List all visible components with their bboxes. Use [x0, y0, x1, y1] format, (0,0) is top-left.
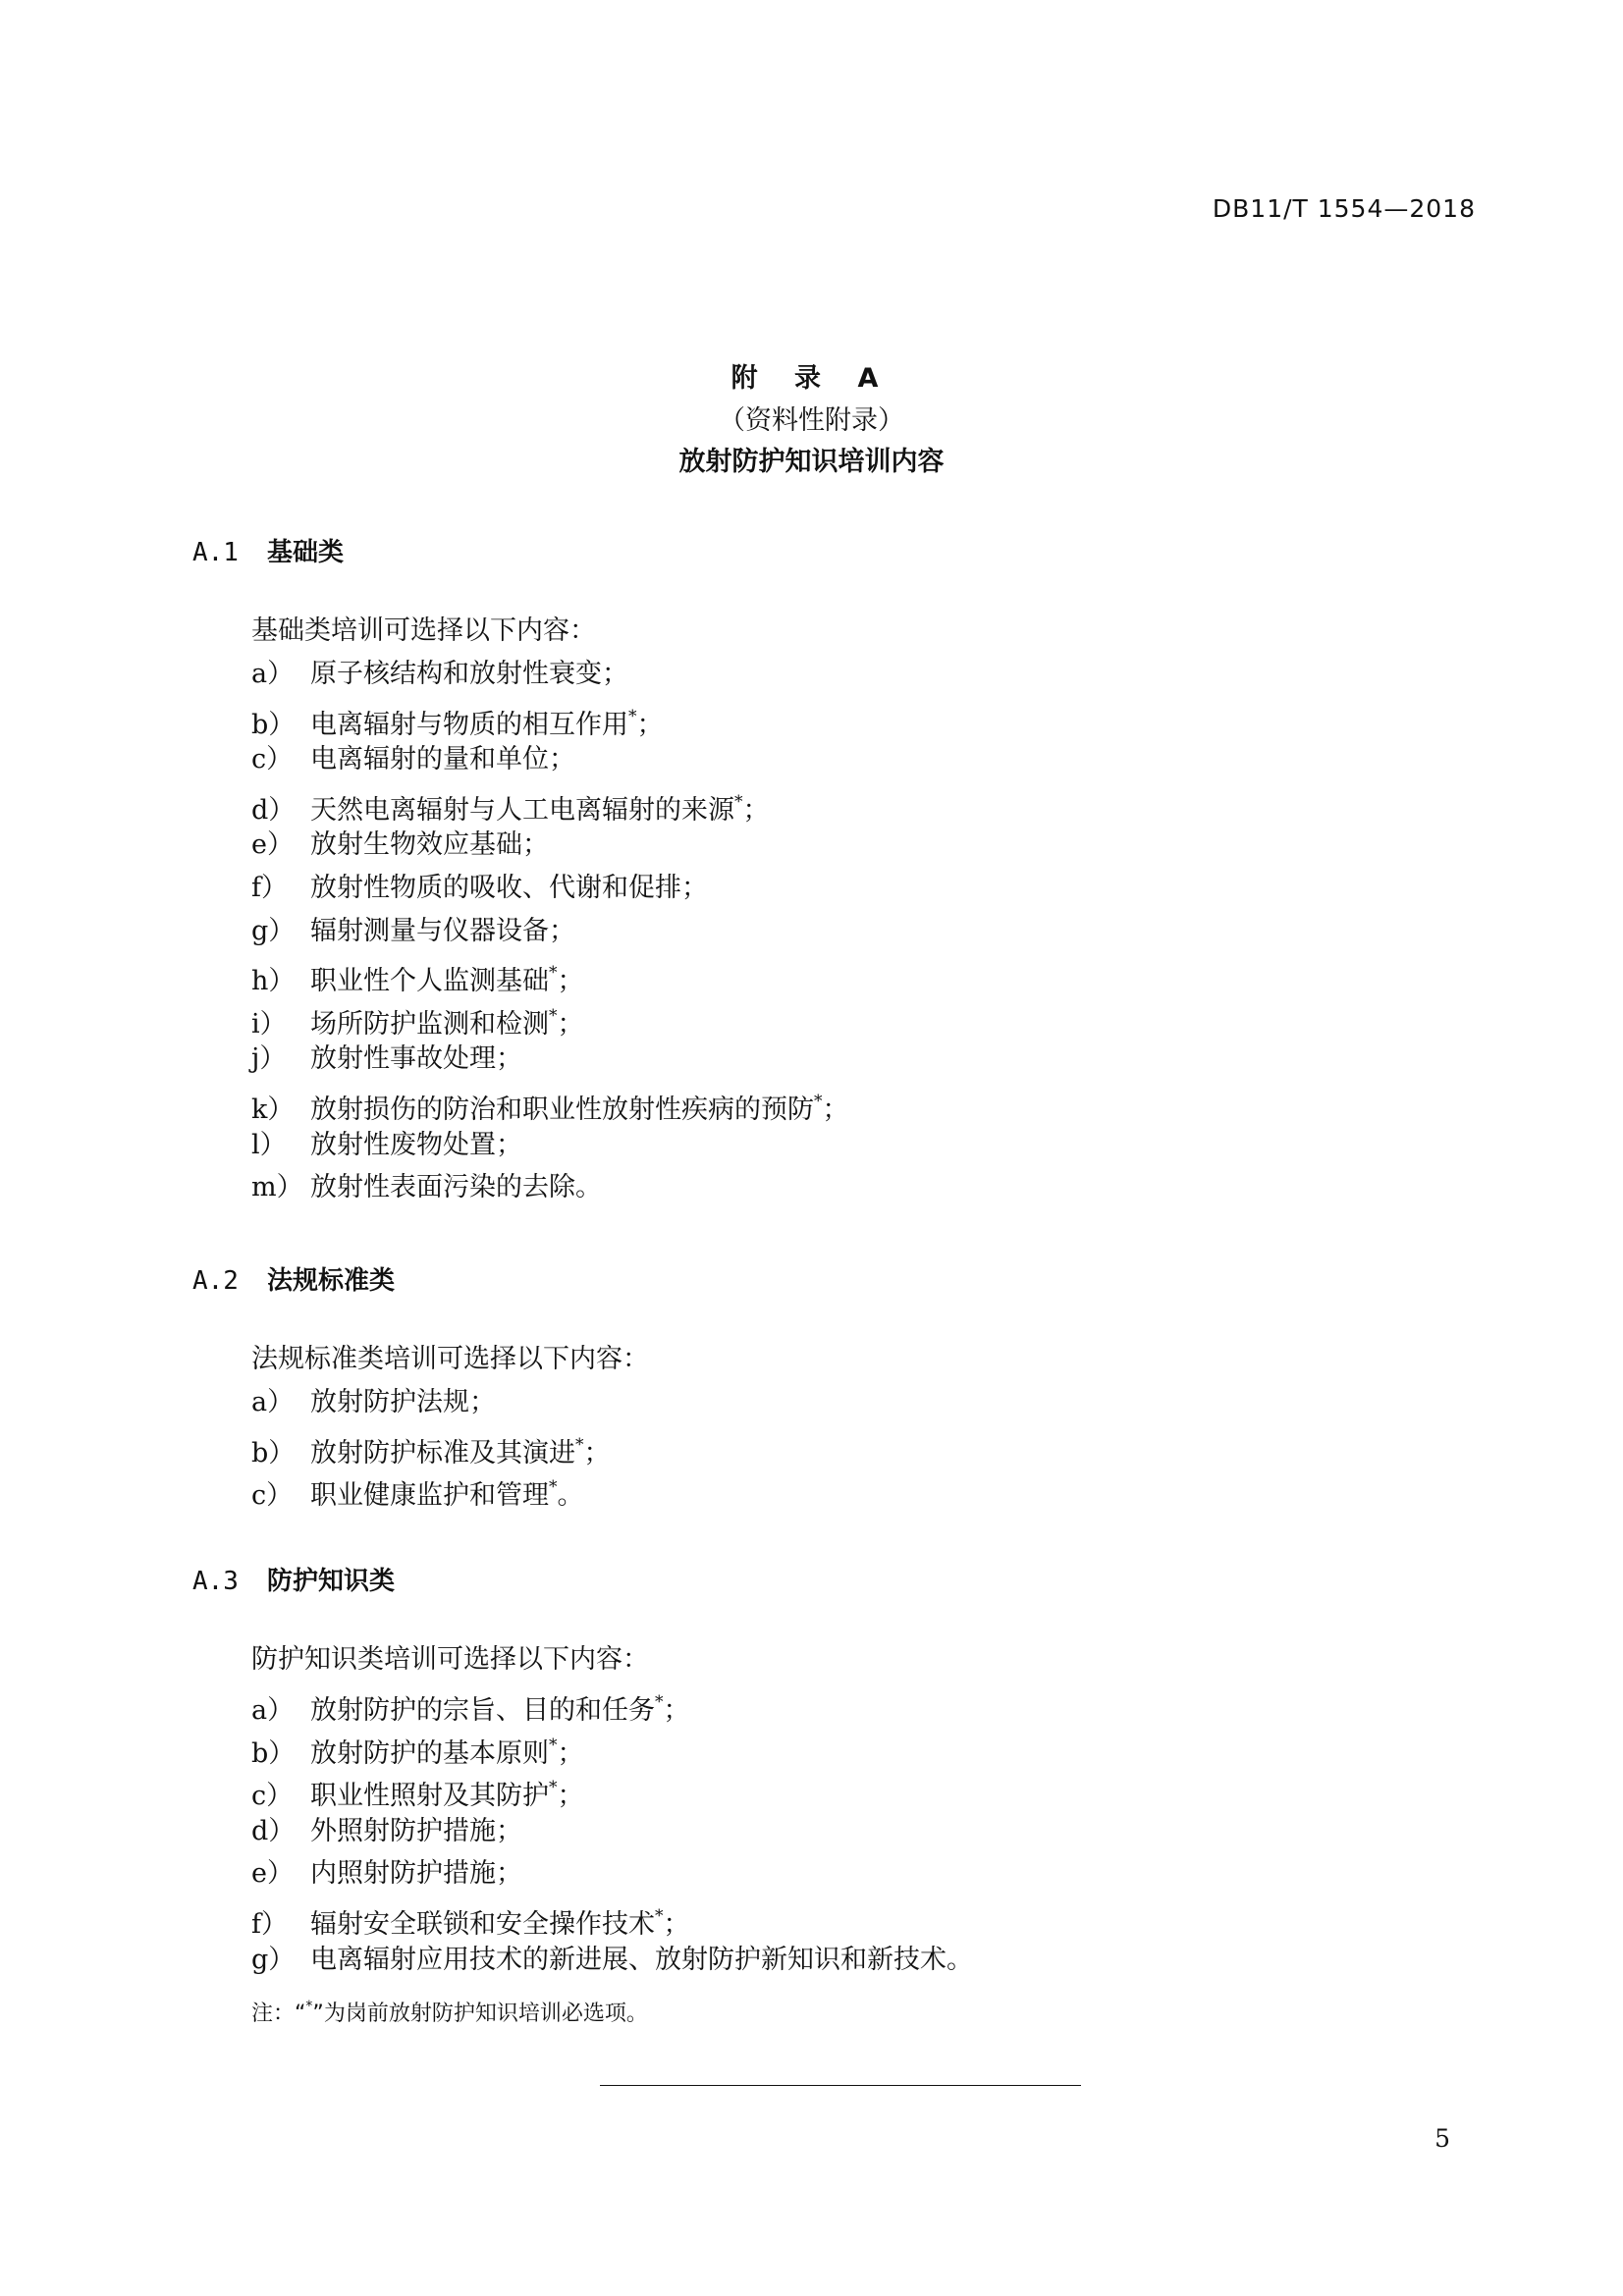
- section-number: A.3: [192, 1567, 239, 1596]
- item-text: 内照射防护措施: [310, 1858, 496, 1890]
- item-letter: a）: [251, 1695, 295, 1726]
- item-text: 放射生物效应基础: [310, 829, 522, 861]
- section-intro: 法规标准类培训可选择以下内容：: [251, 1344, 649, 1374]
- item-text: 放射性事故处理: [310, 1043, 496, 1075]
- page-number: 5: [1434, 2124, 1450, 2153]
- item-letter: g）: [251, 915, 296, 946]
- item-letter: b）: [251, 1437, 296, 1468]
- item-punctuation: ；: [557, 1008, 584, 1040]
- item-text: 放射防护法规: [310, 1387, 469, 1417]
- item-list: [251, 1381, 611, 1510]
- section-heading: 防护知识类: [267, 1567, 396, 1596]
- list-item: [251, 910, 849, 953]
- section-title: [192, 532, 344, 568]
- required-star: *: [575, 1434, 584, 1455]
- item-punctuation: ；: [557, 966, 584, 997]
- item-letter: c）: [251, 744, 294, 775]
- item-text: 职业性照射及其防护: [310, 1781, 549, 1812]
- list-item: [251, 1852, 973, 1896]
- item-letter: a）: [251, 1387, 295, 1417]
- required-star: *: [549, 1778, 558, 1798]
- item-letter: e）: [251, 1858, 294, 1890]
- list-item: [251, 1467, 611, 1510]
- item-punctuation: ；: [549, 915, 575, 946]
- note-star: *: [305, 1999, 313, 2014]
- item-text: 放射防护的基本原则: [310, 1737, 549, 1769]
- list-item: [251, 1166, 849, 1209]
- item-punctuation: ；: [822, 1094, 849, 1125]
- item-text: 辐射测量与仪器设备: [310, 915, 549, 946]
- required-star: *: [734, 791, 743, 812]
- item-punctuation: ；: [602, 659, 628, 689]
- list-item: [251, 1767, 973, 1810]
- required-star: *: [549, 1477, 558, 1498]
- item-text: 原子核结构和放射性衰变: [310, 659, 602, 689]
- section-heading: 基础类: [267, 538, 345, 567]
- list-item: [251, 995, 849, 1039]
- list-item: [251, 1424, 611, 1468]
- list-item: [251, 1124, 849, 1167]
- item-punctuation: ；: [522, 829, 549, 861]
- list-item: [251, 1810, 973, 1853]
- item-letter: h）: [251, 966, 296, 997]
- item-letter: i）: [251, 1008, 287, 1040]
- section-title: [192, 1561, 395, 1597]
- list-item: [251, 1896, 973, 1939]
- section-number: A.1: [192, 538, 239, 567]
- item-punctuation: ；: [583, 1437, 611, 1468]
- note-text: 为岗前放射防护知识培训必选项。: [323, 2002, 648, 2026]
- note-label: 注：: [251, 2002, 296, 2026]
- item-text: 电离辐射应用技术的新进展、放射防护新知识和新技术: [310, 1944, 947, 1975]
- list-item: [251, 1682, 973, 1725]
- list-item: [251, 1381, 611, 1424]
- item-punctuation: ；: [636, 709, 664, 740]
- item-text: 放射防护标准及其演进: [310, 1437, 575, 1468]
- list-item: [251, 781, 849, 825]
- appendix-type: （资料性附录）: [719, 405, 904, 436]
- item-punctuation: ；: [681, 872, 708, 903]
- item-text: 电离辐射与物质的相互作用: [310, 709, 628, 740]
- note-close-quote: ”: [312, 2002, 324, 2026]
- item-letter: f）: [251, 872, 288, 903]
- item-letter: f）: [251, 1908, 288, 1940]
- item-text: 放射性废物处置: [310, 1129, 496, 1160]
- item-letter: g）: [251, 1944, 296, 1975]
- item-list: [251, 1682, 973, 1981]
- required-star: *: [549, 1735, 558, 1755]
- item-text: 放射损伤的防治和职业性放射性疾病的预防: [310, 1094, 814, 1125]
- note-open-quote: “: [295, 2002, 306, 2026]
- required-star: *: [549, 963, 558, 984]
- item-text: 放射性表面污染的去除: [310, 1172, 575, 1203]
- item-punctuation: 。: [557, 1480, 584, 1512]
- item-punctuation: ；: [557, 1781, 584, 1812]
- section-intro: 基础类培训可选择以下内容：: [251, 615, 596, 646]
- list-item: [251, 1939, 973, 1982]
- section-title: [192, 1260, 395, 1297]
- section-intro: 防护知识类培训可选择以下内容：: [251, 1644, 649, 1675]
- required-star: *: [628, 706, 637, 726]
- section-heading: 法规标准类: [267, 1266, 396, 1296]
- item-punctuation: ；: [496, 1043, 522, 1075]
- item-text: 放射性物质的吸收、代谢和促排: [310, 872, 681, 903]
- list-item: [251, 824, 849, 867]
- item-letter: e）: [251, 829, 294, 861]
- item-punctuation: ；: [663, 1695, 690, 1726]
- item-punctuation: 。: [947, 1944, 973, 1975]
- required-star: *: [655, 1692, 664, 1712]
- item-text: 放射防护的宗旨、目的和任务: [310, 1695, 655, 1726]
- list-item: [251, 1725, 973, 1768]
- item-text: 职业健康监护和管理: [310, 1480, 549, 1512]
- appendix-title: 附 录 A: [730, 363, 893, 394]
- item-punctuation: ；: [496, 1858, 522, 1890]
- footnote: [251, 1997, 648, 2027]
- document-code: DB11/T 1554—2018: [1212, 194, 1476, 223]
- list-item: [251, 738, 849, 781]
- list-item: [251, 696, 849, 739]
- item-letter: b）: [251, 709, 296, 740]
- required-star: *: [814, 1091, 823, 1111]
- item-punctuation: 。: [575, 1172, 602, 1203]
- required-star: *: [655, 1905, 664, 1926]
- list-item: [251, 952, 849, 995]
- end-divider: [600, 2085, 1081, 2086]
- item-punctuation: ；: [496, 1129, 522, 1160]
- item-punctuation: ；: [742, 794, 770, 826]
- item-punctuation: ；: [557, 1737, 584, 1769]
- item-letter: k）: [251, 1094, 295, 1125]
- list-item: [251, 867, 849, 910]
- item-letter: b）: [251, 1737, 296, 1769]
- item-letter: d）: [251, 1815, 296, 1846]
- item-punctuation: ；: [549, 744, 575, 775]
- required-star: *: [549, 1005, 558, 1026]
- item-letter: d）: [251, 794, 296, 826]
- item-letter: c）: [251, 1480, 294, 1512]
- item-letter: j）: [251, 1043, 287, 1075]
- item-text: 电离辐射的量和单位: [310, 744, 549, 775]
- item-text: 辐射安全联锁和安全操作技术: [310, 1908, 655, 1940]
- item-text: 场所防护监测和检测: [310, 1008, 549, 1040]
- item-list: [251, 653, 849, 1209]
- section-number: A.2: [192, 1266, 239, 1296]
- item-punctuation: ；: [496, 1815, 522, 1846]
- item-punctuation: ；: [663, 1908, 690, 1940]
- appendix-subject: 放射防护知识培训内容: [678, 447, 945, 477]
- item-punctuation: ；: [469, 1387, 496, 1417]
- list-item: [251, 1038, 849, 1081]
- item-text: 外照射防护措施: [310, 1815, 496, 1846]
- item-letter: c）: [251, 1781, 294, 1812]
- item-letter: a）: [251, 659, 295, 689]
- list-item: [251, 653, 849, 696]
- item-text: 天然电离辐射与人工电离辐射的来源: [310, 794, 734, 826]
- list-item: [251, 1081, 849, 1124]
- item-letter: l）: [251, 1129, 287, 1160]
- item-letter: m）: [251, 1172, 303, 1203]
- item-text: 职业性个人监测基础: [310, 966, 549, 997]
